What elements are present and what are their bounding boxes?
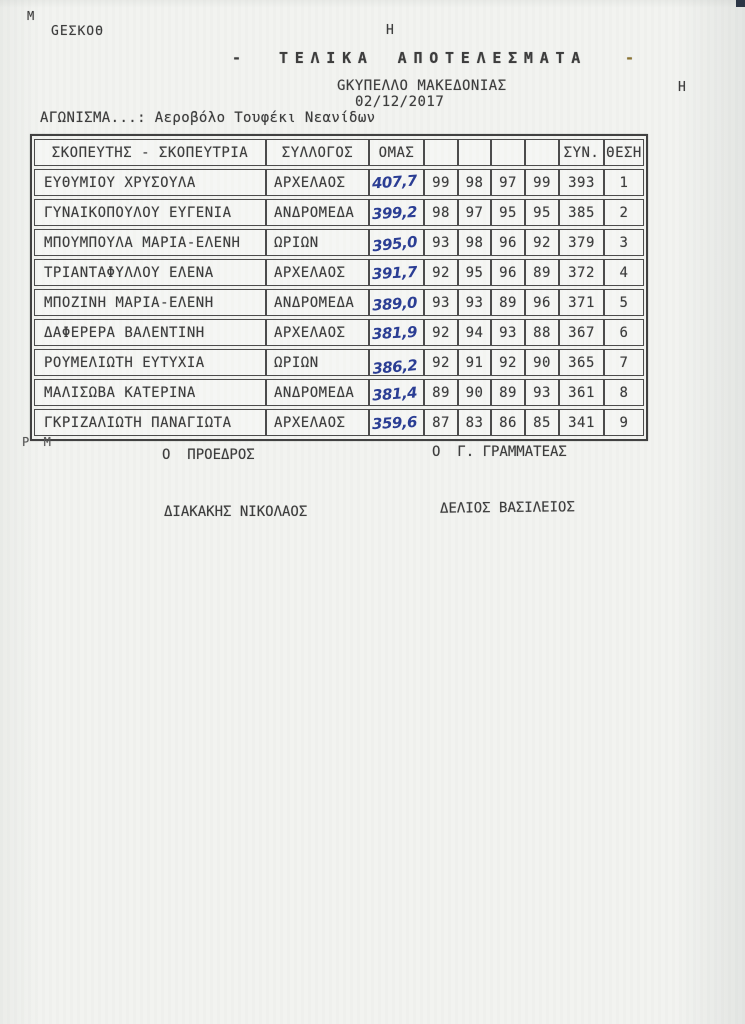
total-cell: 393 xyxy=(559,169,604,196)
table-row xyxy=(34,319,644,346)
col-header-club: ΣΥΛΛΟΓΟΣ xyxy=(266,139,369,166)
series2-cell: 90 xyxy=(458,379,491,406)
club-cell: ΩΡΙΩΝ xyxy=(266,349,369,376)
series4-cell: 89 xyxy=(525,259,559,286)
series2-cell: 95 xyxy=(458,259,491,286)
club-cell: ΑΝΔΡΟΜΕΔΑ xyxy=(266,289,369,316)
club-cell: ΑΝΔΡΟΜΕΔΑ xyxy=(266,379,369,406)
rank-cell: 3 xyxy=(604,229,644,256)
shooter-name-cell: ΜΑΛΙΣΩΒΑ ΚΑΤΕΡΙΝΑ xyxy=(34,379,266,406)
rank-cell: 8 xyxy=(604,379,644,406)
series1-cell: 92 xyxy=(424,259,458,286)
shooter-name-cell: ΜΠΟΥΜΠΟΥΛΑ ΜΑΡΙΑ-ΕΛΕΝΗ xyxy=(34,229,266,256)
handwritten-final-score: 395,0 xyxy=(371,232,418,255)
handwritten-final-score: 359,6 xyxy=(371,412,418,433)
col-header-rank: ΘΕΣΗ xyxy=(604,139,644,166)
col-header-series3 xyxy=(491,139,525,166)
total-cell: 379 xyxy=(559,229,604,256)
club-cell: ΑΡΧΕΛΑΟΣ xyxy=(266,259,369,286)
club-cell: ΑΡΧΕΛΑΟΣ xyxy=(266,319,369,346)
president-name: ΔΙΑΚΑΚΗΣ ΝΙΚΟΛΑΟΣ xyxy=(164,504,308,520)
series1-cell: 99 xyxy=(424,169,458,196)
scan-mark-pm: P M xyxy=(22,435,51,449)
series4-cell: 88 xyxy=(525,319,559,346)
handwritten-final-score: 399,2 xyxy=(371,202,418,223)
series2-cell: 94 xyxy=(458,319,491,346)
results-table-frame xyxy=(30,134,648,441)
competition-name: GΚΥΠΕΛΛΟ ΜΑΚΕΔΟΝΙΑΣ xyxy=(337,78,507,94)
series2-cell: 91 xyxy=(458,349,491,376)
club-cell: ΑΡΧΕΛΑΟΣ xyxy=(266,169,369,196)
series3-cell: 89 xyxy=(491,379,525,406)
scan-mark-h-center: H xyxy=(386,23,394,38)
shooter-name-cell: ΤΡΙΑΝΤΑΦΥΛΛΟΥ ΕΛΕΝΑ xyxy=(34,259,266,286)
series4-cell: 96 xyxy=(525,289,559,316)
rank-cell: 2 xyxy=(604,199,644,226)
table-header-row xyxy=(34,139,644,166)
secretary-label: Ο Γ. ΓΡΑΜΜΑΤΕΑΣ xyxy=(432,444,567,460)
table-row xyxy=(34,229,644,256)
shooter-name-cell: ΕΥΘΥΜΙΟΥ ΧΡΥΣΟΥΛΑ xyxy=(34,169,266,196)
org-code: GEΣΚΟΘ xyxy=(51,24,104,39)
president-label: Ο ΠΡΟΕΔΡΟΣ xyxy=(162,447,255,463)
series1-cell: 92 xyxy=(424,349,458,376)
title-dash-left: - xyxy=(232,49,242,67)
scan-corner-artifact xyxy=(736,0,745,7)
series3-cell: 93 xyxy=(491,319,525,346)
series1-cell: 93 xyxy=(424,229,458,256)
club-cell: ΑΡΧΕΛΑΟΣ xyxy=(266,409,369,436)
series1-cell: 87 xyxy=(424,409,458,436)
shooter-name-cell: ΓΥΝΑΙΚΟΠΟΥΛΟΥ ΕΥΓΕΝΙΑ xyxy=(34,199,266,226)
total-cell: 372 xyxy=(559,259,604,286)
event-name-line: ΑΓΩΝΙΣΜΑ...: Αεροβόλο Τουφέκι Νεανίδων xyxy=(40,110,376,126)
table-row xyxy=(34,409,644,436)
series4-cell: 93 xyxy=(525,379,559,406)
col-header-final: ΟΜΑΣ xyxy=(369,139,424,166)
series3-cell: 97 xyxy=(491,169,525,196)
col-header-series1 xyxy=(424,139,458,166)
series3-cell: 95 xyxy=(491,199,525,226)
series4-cell: 99 xyxy=(525,169,559,196)
handwritten-final-score: 391,7 xyxy=(371,262,418,283)
series2-cell: 83 xyxy=(458,409,491,436)
series1-cell: 89 xyxy=(424,379,458,406)
series2-cell: 98 xyxy=(458,169,491,196)
series3-cell: 96 xyxy=(491,259,525,286)
total-cell: 367 xyxy=(559,319,604,346)
page-title: ΤΕΛΙΚΑ ΑΠΟΤΕΛΕΣΜΑΤΑ xyxy=(278,49,588,67)
series4-cell: 85 xyxy=(525,409,559,436)
final-score-cell xyxy=(369,169,424,196)
col-header-shooter: ΣΚΟΠΕΥΤΗΣ - ΣΚΟΠΕΥΤΡΙΑ xyxy=(34,139,266,166)
table-row xyxy=(34,379,644,406)
col-header-series2 xyxy=(458,139,491,166)
col-header-series4 xyxy=(525,139,559,166)
series3-cell: 89 xyxy=(491,289,525,316)
total-cell: 365 xyxy=(559,349,604,376)
final-score-cell xyxy=(369,319,424,346)
rank-cell: 7 xyxy=(604,349,644,376)
shooter-name-cell: ΓΚΡΙΖΑΛΙΩΤΗ ΠΑΝΑΓΙΩΤΑ xyxy=(34,409,266,436)
rank-cell: 5 xyxy=(604,289,644,316)
handwritten-final-score: 389,0 xyxy=(371,292,418,315)
competition-date: 02/12/2017 xyxy=(355,94,445,110)
rank-cell: 1 xyxy=(604,169,644,196)
results-title-line xyxy=(232,49,634,67)
shooter-name-cell: ΡΟΥΜΕΛΙΩΤΗ ΕΥΤΥΧΙΑ xyxy=(34,349,266,376)
table-row xyxy=(34,199,644,226)
total-cell: 385 xyxy=(559,199,604,226)
scan-mark-h-right: H xyxy=(678,80,686,95)
final-score-cell xyxy=(369,229,424,256)
series2-cell: 98 xyxy=(458,229,491,256)
handwritten-final-score: 386,2 xyxy=(371,355,419,378)
final-score-cell xyxy=(369,259,424,286)
total-cell: 341 xyxy=(559,409,604,436)
final-score-cell xyxy=(369,199,424,226)
series4-cell: 95 xyxy=(525,199,559,226)
shooter-name-cell: ΔΑΦΕΡΕΡΑ ΒΑΛΕΝΤΙΝΗ xyxy=(34,319,266,346)
table-row xyxy=(34,349,644,376)
total-cell: 371 xyxy=(559,289,604,316)
handwritten-final-score: 381,9 xyxy=(371,322,418,343)
series2-cell: 93 xyxy=(458,289,491,316)
total-cell: 361 xyxy=(559,379,604,406)
results-table xyxy=(34,136,644,439)
series4-cell: 92 xyxy=(525,229,559,256)
table-row xyxy=(34,169,644,196)
table-row xyxy=(34,289,644,316)
handwritten-final-score: 407,7 xyxy=(371,170,418,193)
series3-cell: 86 xyxy=(491,409,525,436)
handwritten-final-score: 381,4 xyxy=(371,382,418,405)
series3-cell: 92 xyxy=(491,349,525,376)
scan-mark-m: M xyxy=(27,9,35,23)
shooter-name-cell: ΜΠΟΖΙΝΗ ΜΑΡΙΑ-ΕΛΕΝΗ xyxy=(34,289,266,316)
secretary-name: ΔΕΛΙΟΣ ΒΑΣΙΛΕΙΟΣ xyxy=(439,499,575,517)
final-score-cell xyxy=(369,379,424,406)
final-score-cell xyxy=(369,409,424,436)
rank-cell: 4 xyxy=(604,259,644,286)
series1-cell: 92 xyxy=(424,319,458,346)
table-row xyxy=(34,259,644,286)
rank-cell: 6 xyxy=(604,319,644,346)
title-dash-right: - xyxy=(624,49,634,67)
club-cell: ΑΝΔΡΟΜΕΔΑ xyxy=(266,199,369,226)
series1-cell: 93 xyxy=(424,289,458,316)
series4-cell: 90 xyxy=(525,349,559,376)
final-score-cell xyxy=(369,349,424,376)
rank-cell: 9 xyxy=(604,409,644,436)
series3-cell: 96 xyxy=(491,229,525,256)
series2-cell: 97 xyxy=(458,199,491,226)
col-header-total: ΣΥΝ. xyxy=(559,139,604,166)
club-cell: ΩΡΙΩΝ xyxy=(266,229,369,256)
series1-cell: 98 xyxy=(424,199,458,226)
final-score-cell xyxy=(369,289,424,316)
